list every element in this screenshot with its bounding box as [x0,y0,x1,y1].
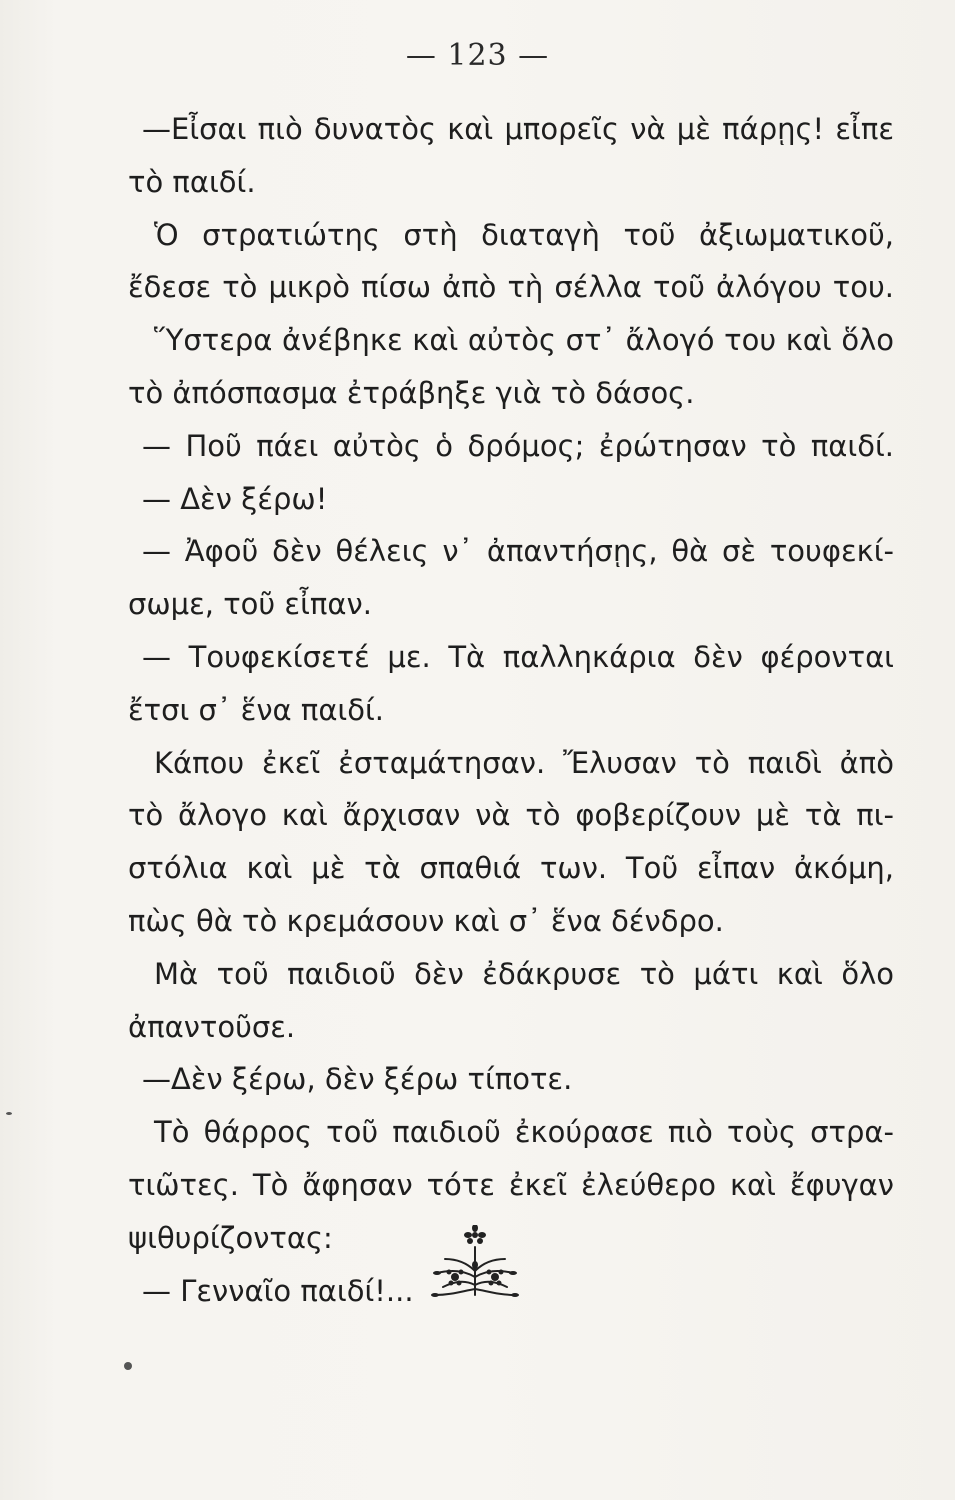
text-line: Τὸ θάρρος τοῦ παιδιοῦ ἐκούρασε πιὸ τοὺς στρα- [154,1115,894,1150]
text-line: τὸ παιδί. [128,164,256,199]
paper-speck [6,1112,12,1115]
floral-ornament-icon [425,1225,525,1300]
text-line: —Δὲν ξέρω, δὲν ξέρω τίποτε. [142,1062,573,1097]
text-line: — Γενναῖο παιδί!... [142,1273,414,1308]
text-line: σωμε, τοῦ εἶπαν. [128,587,372,622]
text-line: Ὕστερα ἀνέβηκε καὶ αὐτὸς στ᾽ ἄλογό του καὶ ὅλο [154,323,894,358]
text-line: Κάπου ἐκεῖ ἐσταμάτησαν. Ἔλυσαν τὸ παιδὶ ἀπὸ [154,745,894,780]
text-line: Μὰ τοῦ παιδιοῦ δὲν ἐδάκρυσε τὸ μάτι καὶ ὅλο [154,956,894,991]
text-line: — Δὲν ξέρω! [142,481,328,516]
text-line: — Ἀφοῦ δὲν θέλεις ν᾽ ἀπαντήσῃς, θὰ σὲ τουφεκί- [142,534,894,569]
paper-speck [124,1362,132,1370]
text-line: —Εἶσαι πιὸ δυνατὸς καὶ μπορεῖς νὰ μὲ πάρῃς! εἶπε [142,112,894,146]
body-text [128,103,894,1317]
text-line: — Ποῦ πάει αὐτὸς ὁ δρόμος; ἐρώτησαν τὸ παιδί. [142,428,894,463]
text-line: ψιθυρίζοντας: [128,1220,333,1255]
text-line: τὸ ἀπόσπασμα ἐτράβηξε γιὰ τὸ δάσος. [128,375,695,410]
text-line: τιῶτες. Τὸ ἄφησαν τότε ἐκεῖ ἐλεύθερο καὶ ἔφυγαν [128,1167,894,1202]
text-line: τὸ ἄλογο καὶ ἄρχισαν νὰ τὸ φοβερίζουν μὲ τὰ πι- [128,798,894,833]
text-line: ἔτσι σ᾽ ἕνα παιδί. [128,692,385,727]
text-line: ἀπαντοῦσε. [128,1009,296,1044]
text-line: — Τουφεκίσετέ με. Τὰ παλληκάρια δὲν φέρονται [142,639,894,674]
text-line: πὼς θὰ τὸ κρεμάσουν καὶ σ᾽ ἕνα δένδρο. [128,903,724,938]
page-number: — 123 — [405,38,550,73]
text-line: ἔδεσε τὸ μικρὸ πίσω ἀπὸ τὴ σέλλα τοῦ ἀλόγου του. [128,270,894,305]
text-line: Ὁ στρατιώτης στὴ διαταγὴ τοῦ ἀξιωματικοῦ, [154,217,894,252]
text-line: στόλια καὶ μὲ τὰ σπαθιά των. Τοῦ εἶπαν ἀκόμη, [128,851,894,886]
